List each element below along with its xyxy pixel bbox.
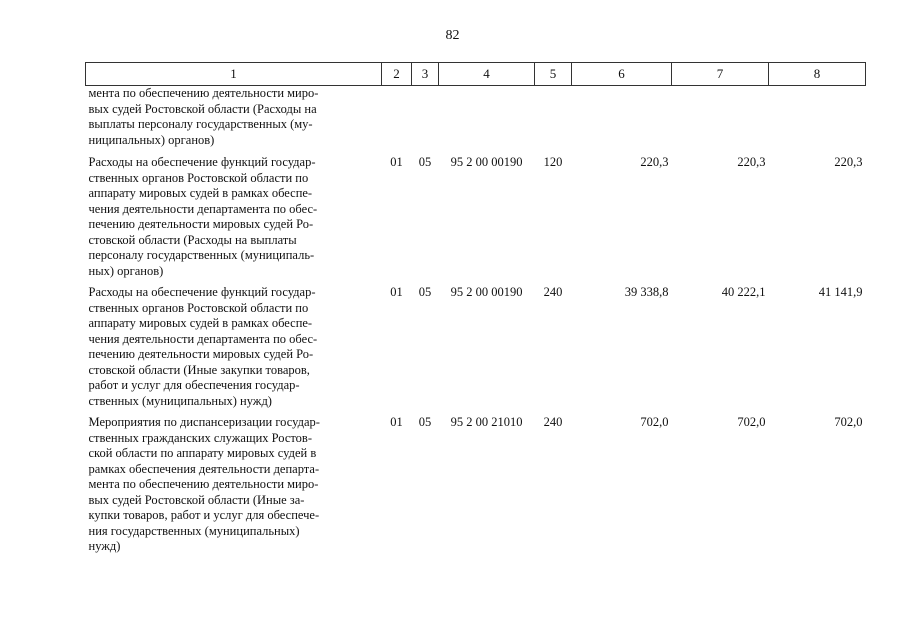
cell-amount-6: 220,3 xyxy=(640,155,669,169)
header-row xyxy=(86,63,866,86)
cell-amount-6 xyxy=(572,86,672,153)
cell-section: 01 xyxy=(390,155,403,169)
cell-expense-type: 240 xyxy=(543,415,563,429)
column-header-2: 2 xyxy=(382,63,412,86)
description-line: вых судей Ростовской области (Расходы на xyxy=(88,101,317,116)
cell-amount-7 xyxy=(672,86,769,153)
cell-amount-8 xyxy=(769,86,866,153)
description-line: стовской области (Иные закупки товаров, xyxy=(88,362,310,377)
description-line: купки товаров, работ и услуг для обеспече- xyxy=(88,508,320,522)
description-line: печению деятельности мировых судей Ро- xyxy=(88,347,314,361)
budget-table xyxy=(85,62,866,558)
column-header-1: 1 xyxy=(86,63,382,86)
description-line: ской области по аппарату мировых судей в xyxy=(88,446,317,460)
row-description xyxy=(86,86,382,153)
cell-subsection xyxy=(412,86,439,153)
description-line: ния государственных (муниципальных) xyxy=(88,523,300,538)
description-line: чения деятельности департамента по обес- xyxy=(88,201,318,216)
description-line: нужд) xyxy=(88,539,121,553)
cell-section xyxy=(382,86,412,153)
cell-expense-type xyxy=(535,86,572,153)
description-line: Мероприятия по диспансеризации государ- xyxy=(88,415,320,429)
description-line: выплаты персоналу государственных (му- xyxy=(88,117,313,131)
description-line: стовской области (Расходы на выплаты xyxy=(88,232,297,247)
row-description xyxy=(86,412,382,558)
cell-amount-7: 220,3 xyxy=(737,155,766,169)
description-line: мента по обеспечению деятельности миро- xyxy=(88,86,319,100)
description-line: чения деятельности департамента по обес- xyxy=(88,331,318,346)
description-line: рамках обеспечения деятельности департа- xyxy=(88,461,320,476)
cell-subsection: 05 xyxy=(418,155,432,169)
description-line: печению деятельности мировых судей Ро- xyxy=(88,217,314,231)
description-line: ственных органов Ростовской области по xyxy=(88,170,309,185)
column-header-6: 6 xyxy=(572,63,672,86)
cell-target-article: 95 2 00 00190 xyxy=(450,155,523,169)
table-row xyxy=(86,152,866,282)
column-header-5: 5 xyxy=(535,63,572,86)
description-line: вых судей Ростовской области (Иные за- xyxy=(88,492,305,507)
cell-subsection: 05 xyxy=(418,285,432,299)
column-header-8: 8 xyxy=(769,63,866,86)
cell-target-article: 95 2 00 00190 xyxy=(450,285,523,299)
description-line: ственных (муниципальных) нужд) xyxy=(88,393,272,408)
description-line: Расходы на обеспечение функций государ- xyxy=(88,285,316,299)
description-line: ственных органов Ростовской области по xyxy=(88,300,309,315)
row-description xyxy=(86,152,382,282)
description-line: работ и услуг для обеспечения государ- xyxy=(88,378,300,392)
cell-section: 01 xyxy=(390,285,403,299)
description-line: ниципальных) органов) xyxy=(88,132,215,147)
cell-amount-6: 39 338,8 xyxy=(624,285,669,299)
column-header-3: 3 xyxy=(412,63,439,86)
cell-target-article: 95 2 00 21010 xyxy=(450,415,523,429)
description-line: мента по обеспечению деятельности миро- xyxy=(88,477,319,491)
cell-section: 01 xyxy=(390,415,403,429)
cell-amount-6: 702,0 xyxy=(640,415,669,429)
cell-amount-8: 220,3 xyxy=(834,155,863,169)
description-line: аппарату мировых судей в рамках обеспе- xyxy=(88,186,313,200)
page-number: 82 xyxy=(445,28,460,43)
column-header-7: 7 xyxy=(672,63,769,86)
cell-subsection: 05 xyxy=(418,415,432,429)
description-line: персоналу государственных (муниципаль- xyxy=(88,248,315,262)
description-line: Расходы на обеспечение функций государ- xyxy=(88,155,316,169)
column-header-4: 4 xyxy=(439,63,535,86)
cell-amount-7: 702,0 xyxy=(737,415,766,429)
description-line: ных) органов) xyxy=(88,263,164,278)
cell-amount-8: 702,0 xyxy=(834,415,863,429)
table-row xyxy=(86,412,866,558)
cell-expense-type: 240 xyxy=(543,285,563,299)
cell-target-article xyxy=(439,86,535,153)
table-row xyxy=(86,86,866,153)
cell-amount-7: 40 222,1 xyxy=(721,285,766,299)
cell-expense-type: 120 xyxy=(543,155,563,169)
cell-amount-8: 41 141,9 xyxy=(818,285,863,299)
table-row xyxy=(86,282,866,412)
description-line: ственных гражданских служащих Ростов- xyxy=(88,430,312,445)
row-description xyxy=(86,282,382,412)
description-line: аппарату мировых судей в рамках обеспе- xyxy=(88,316,313,330)
